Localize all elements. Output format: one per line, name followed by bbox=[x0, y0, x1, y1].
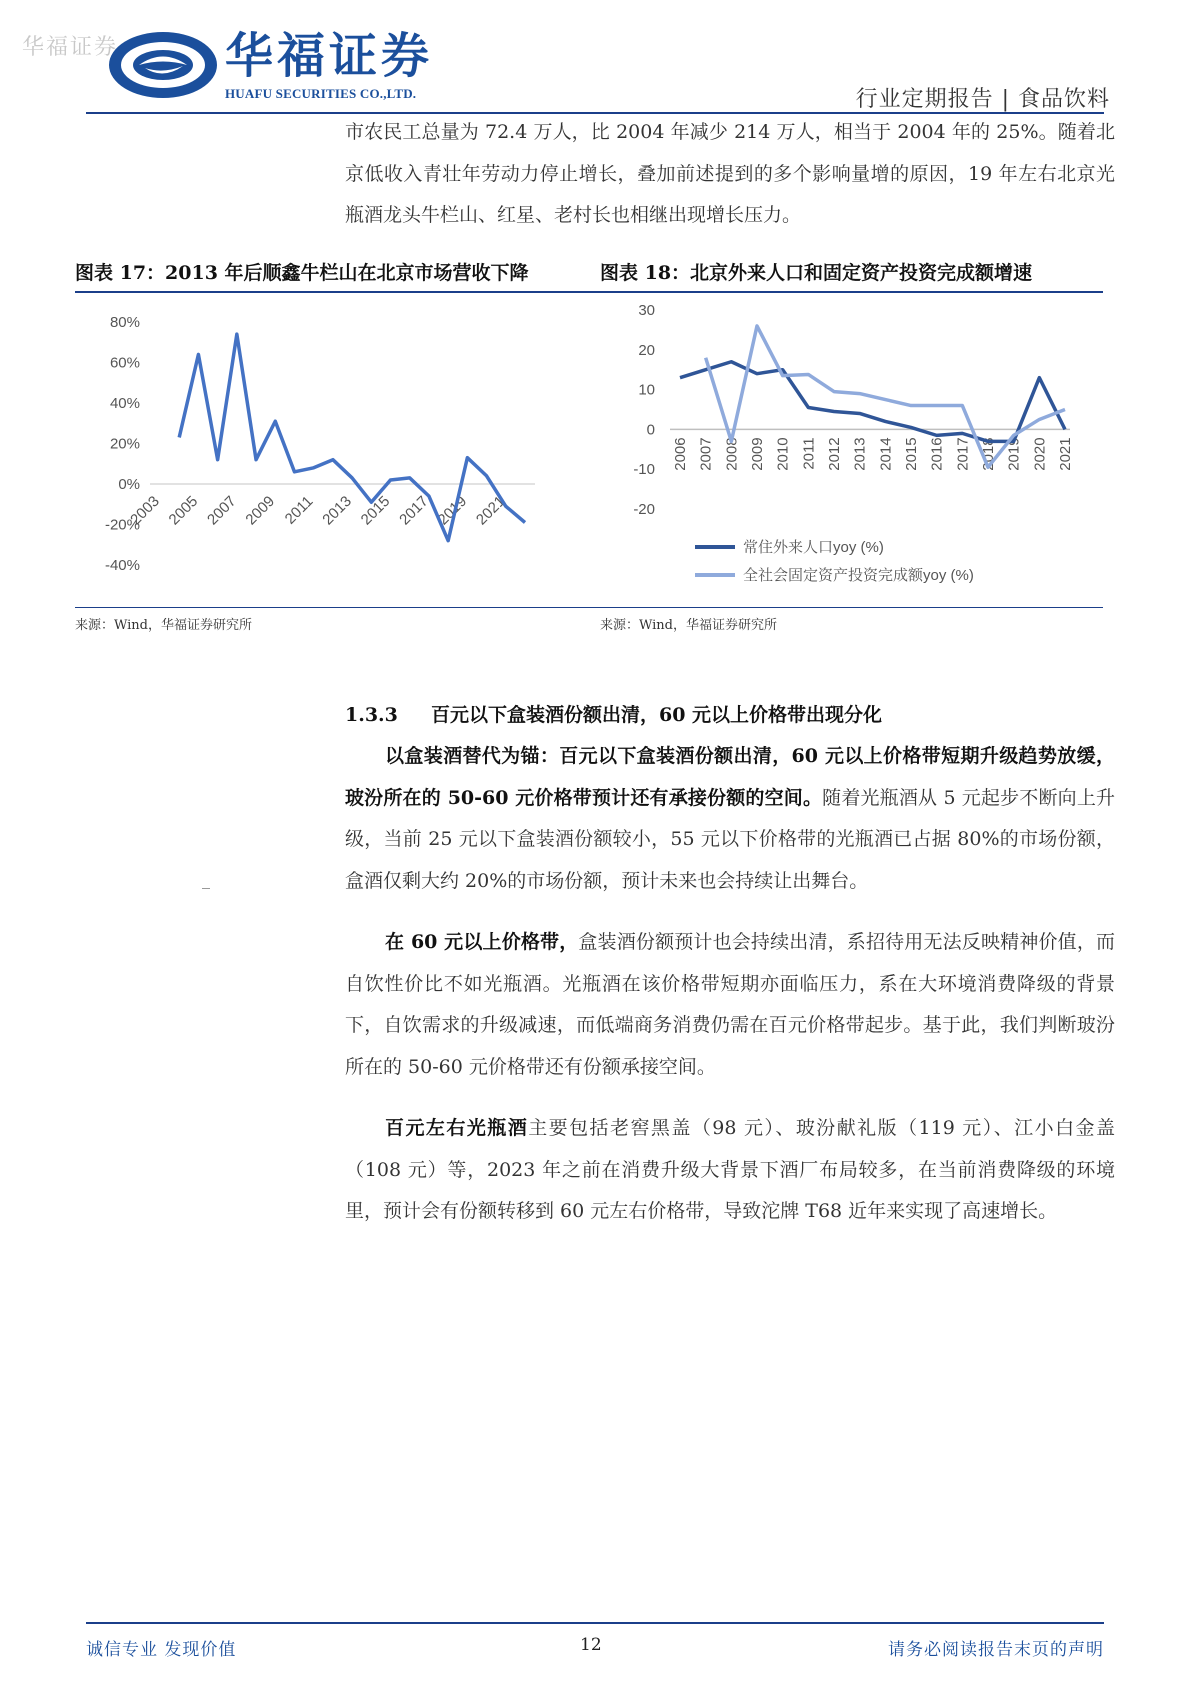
x-tick-label: 2019 bbox=[1005, 437, 1023, 471]
x-tick-label: 2013 bbox=[319, 492, 355, 529]
x-tick-label: 2013 bbox=[851, 437, 869, 471]
x-tick-label: 2007 bbox=[697, 437, 715, 471]
company-name-cn: 华福证券 bbox=[225, 28, 434, 84]
paragraph-1-body: 随着光瓶酒从 5 元起步不断向上升级，当前 25 元以下盒装酒份额较小，55 元以下价格带的光瓶酒已占据 80%的市场份额，盒酒仅剩大约 20%的市场份额，预计未来也会持续让出舞台。 bbox=[345, 786, 1116, 892]
x-tick-label: 2017 bbox=[954, 437, 972, 471]
y-tick-label: -20% bbox=[104, 516, 140, 534]
x-tick-label: 2006 bbox=[672, 437, 689, 471]
y-tick-label: -20 bbox=[633, 501, 655, 518]
logo-emblem-icon bbox=[105, 28, 223, 102]
footer-slogan: 诚信专业 发现价值 bbox=[86, 1640, 237, 1660]
paragraph-1-lead: 以盒装酒替代为锚：百元以下盒装酒份额出清，60 元以上价格带短期升级趋势放缓，玻汾所在的 50-60 元价格带预计还有承接份额的空间。 bbox=[345, 745, 1115, 809]
paragraph-3-lead: 百元左右光瓶酒 bbox=[385, 1117, 529, 1139]
y-tick-label: 10 bbox=[638, 381, 655, 399]
x-tick-label: 2021 bbox=[472, 492, 509, 529]
x-tick-label: 2017 bbox=[396, 492, 432, 529]
figure17-title: 图表 17：2013 年后顺鑫牛栏山在北京市场营收下降 bbox=[75, 258, 600, 293]
figure17-chart bbox=[75, 300, 595, 600]
figure17-svg bbox=[75, 300, 595, 600]
x-tick-label: 2018 bbox=[980, 437, 997, 471]
x-tick-label: 2007 bbox=[204, 492, 240, 529]
section-title: 百元以下盒装酒份额出清，60 元以上价格带出现分化 bbox=[431, 704, 883, 726]
x-tick-label: 2003 bbox=[127, 492, 163, 529]
company-name-en: HUAFU SECURITIES CO.,LTD. bbox=[225, 86, 417, 101]
x-tick-label: 2021 bbox=[1057, 437, 1074, 471]
paragraph-2 bbox=[345, 922, 1115, 1088]
x-tick-label: 2009 bbox=[749, 437, 766, 471]
x-tick-label: 2020 bbox=[1031, 437, 1049, 471]
legend-label: 常住外来人口yoy (%) bbox=[743, 539, 884, 556]
y-tick-label: 30 bbox=[638, 302, 655, 319]
x-tick-label: 2011 bbox=[281, 492, 317, 528]
y-tick-label: 80% bbox=[109, 314, 140, 331]
y-tick-label: 0 bbox=[646, 421, 655, 439]
legend-label: 全社会固定资产投资完成额yoy (%) bbox=[743, 567, 974, 584]
x-tick-label: 2011 bbox=[800, 437, 818, 470]
page-number: 12 bbox=[580, 1635, 602, 1655]
figure18-title: 图表 18：北京外来人口和固定资产投资完成额增速 bbox=[600, 258, 1103, 293]
section-heading bbox=[345, 700, 882, 727]
x-tick-label: 2015 bbox=[903, 437, 920, 471]
x-tick-label: 2012 bbox=[826, 437, 843, 471]
y-tick-label: -10 bbox=[633, 461, 655, 479]
watermark: 华福证券 bbox=[22, 35, 119, 60]
paragraph-2-body: 盒装酒份额预计也会持续出清，系招待用无法反映精神价值，而自饮性价比不如光瓶酒。光瓶酒在该价格带短期亦面临压力，系在大环境消费降级的背景下，自饮需求的升级减速，而低端商务消费仍需在百元价格带起步。基于此，我们判断玻汾所在的 50-60 元价格带还有份额承接空间。 bbox=[345, 931, 1115, 1078]
footer-disclaimer: 请务必阅读报告末页的声明 bbox=[888, 1640, 1104, 1660]
margin-mark bbox=[202, 888, 210, 889]
paragraph-3 bbox=[345, 1108, 1115, 1233]
company-logo bbox=[105, 28, 445, 108]
x-tick-label: 2016 bbox=[928, 437, 946, 471]
x-tick-label: 2010 bbox=[774, 437, 792, 471]
paragraph-2-lead: 在 60 元以上价格带， bbox=[385, 931, 579, 953]
y-tick-label: 0% bbox=[118, 476, 140, 493]
figure17-source: 来源：Wind，华福证券研究所 bbox=[75, 607, 600, 633]
x-tick-label: 2019 bbox=[434, 492, 471, 529]
figure18-chart bbox=[600, 295, 1105, 600]
report-type: 行业定期报告 | 食品饮料 bbox=[855, 87, 1110, 112]
figure18-source: 来源：Wind，华福证券研究所 bbox=[600, 607, 1103, 633]
x-tick-label: 2008 bbox=[723, 437, 741, 471]
figure18-svg bbox=[600, 295, 1105, 600]
footer-divider bbox=[86, 1622, 1104, 1624]
x-tick-label: 2015 bbox=[357, 492, 394, 529]
x-tick-label: 2009 bbox=[242, 492, 279, 529]
y-tick-label: 40% bbox=[109, 395, 140, 412]
paragraph-3-body: 主要包括老窖黑盖（98 元）、玻汾献礼版（119 元）、江小白金盖（108 元）等，2023 年之前在消费升级大背景下酒厂布局较多，在当前消费降级的环境里，预计会有份额转移到 60 元左右价格带，导致沱牌 T68 近年来实现了高速增长。 bbox=[345, 1117, 1115, 1222]
y-tick-label: 60% bbox=[109, 354, 140, 372]
paragraph-1 bbox=[345, 736, 1115, 902]
y-tick-label: 20 bbox=[638, 341, 655, 359]
y-tick-label: 20% bbox=[109, 435, 140, 453]
x-tick-label: 2014 bbox=[877, 437, 895, 471]
section-number: 1.3.3 bbox=[345, 704, 398, 726]
x-tick-label: 2005 bbox=[165, 492, 202, 529]
y-tick-label: -40% bbox=[104, 557, 140, 574]
intro-paragraph: 市农民工总量为 72.4 万人，比 2004 年减少 214 万人，相当于 2004 年的 25%。随着北京低收入青壮年劳动力停止增长，叠加前述提到的多个影响量增的原因，19 年左右北京光瓶酒龙头牛栏山、红星、老村长也相继出现增长压力。 bbox=[345, 121, 1115, 226]
